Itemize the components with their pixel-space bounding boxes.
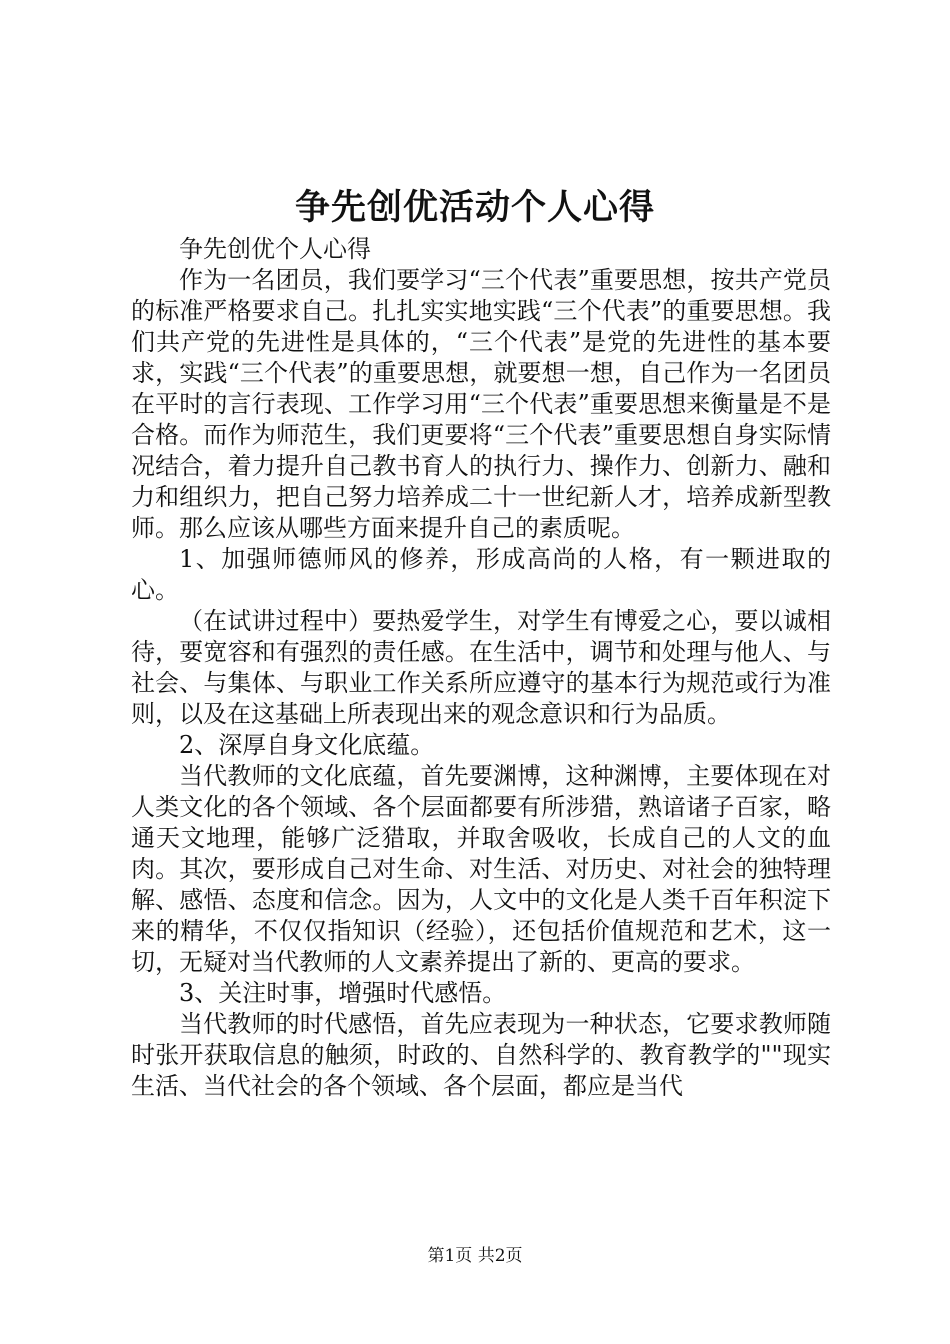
body-paragraph: 当代教师的文化底蕴，首先要渊博，这种渊博，主要体现在对人类文化的各个领域、各个层面都要有所涉猎，熟谙诸子百家，略通天文地理，能够广泛猎取，并取舍吸收，长成自己的人文的血肉。其次，要形成自己对生命、对生活、对历史、对社会的独特理解、感悟、态度和信念。因为，人文中的文化是人类千百年积淀下来的精华，不仅仅指知识（经验），还包括价值规范和艺术，这一切，无疑对当代教师的人文素养提出了新的、更高的要求。	[131, 762, 831, 976]
section-heading-2: 2、深厚自身文化底蕴。	[179, 731, 435, 759]
document-body	[131, 234, 831, 1102]
subtitle-paragraph: 争先创优个人心得	[179, 235, 371, 263]
section-heading-1: 1、加强师德师风的修养，形成高尚的人格，有一颗进取的心。	[131, 545, 831, 604]
page-number-footer: 第1页 共2页	[427, 1246, 523, 1266]
section-heading-3: 3、关注时事，增强时代感悟。	[179, 979, 507, 1007]
body-paragraph: 当代教师的时代感悟，首先应表现为一种状态，它要求教师随时张开获取信息的触须，时政的、自然科学的、教育教学的""现实生活、当代社会的各个领域、各个层面，都应是当代	[131, 1010, 831, 1100]
document-title: 争先创优活动个人心得	[294, 187, 655, 228]
body-paragraph: 作为一名团员，我们要学习“三个代表”重要思想，按共产党员的标准严格要求自己。扎扎实实地实践“三个代表”的重要思想。我们共产党的先进性是具体的，“三个代表”是党的先进性的基本要求，实践“三个代表”的重要思想，就要想一想，自己作为一名团员在平时的言行表现、工作学习用“三个代表”重要思想来衡量是不是合格。而作为师范生，我们更要将“三个代表”重要思想自身实际情况结合，着力提升自己教书育人的执行力、操作力、创新力、融和力和组织力，把自己努力培养成二十一世纪新人才，培养成新型教师。那么应该从哪些方面来提升自己的素质呢。	[131, 266, 831, 542]
body-paragraph: （在试讲过程中）要热爱学生，对学生有博爱之心，要以诚相待，要宽容和有强烈的责任感。在生活中，调节和处理与他人、与社会、与集体、与职业工作关系所应遵守的基本行为规范或行为准则，以及在这基础上所表现出来的观念意识和行为品质。	[131, 607, 831, 728]
